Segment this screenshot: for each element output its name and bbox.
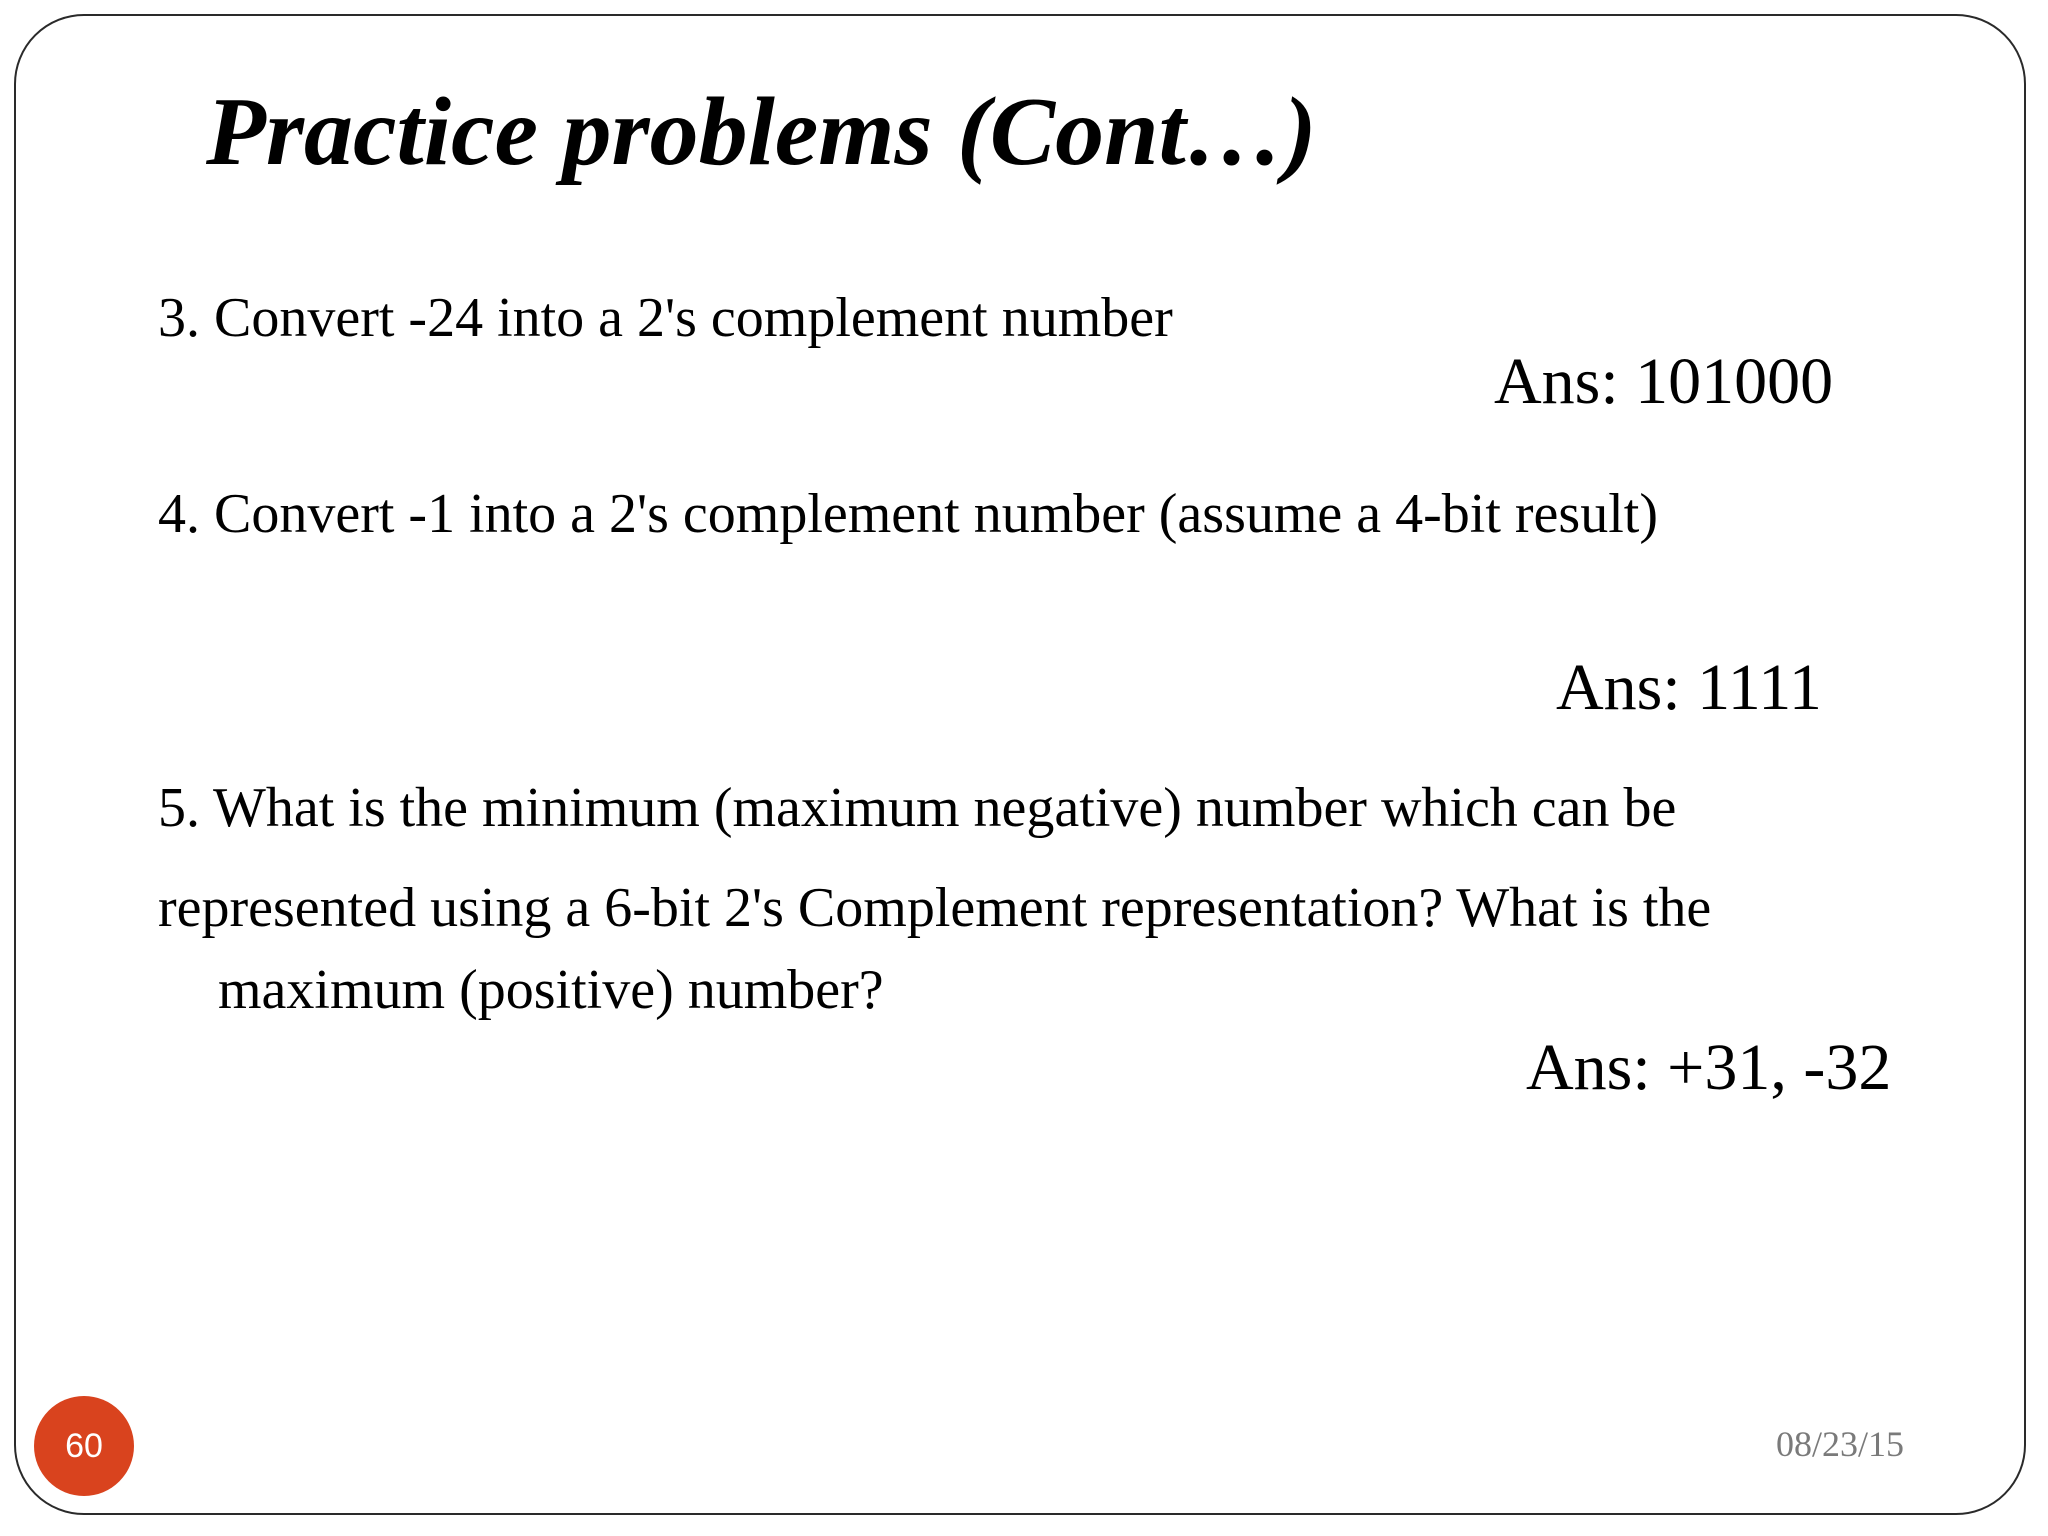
question-4-answer: Ans: 1111 bbox=[1556, 651, 1822, 724]
question-3-answer: Ans: 101000 bbox=[1494, 345, 1834, 418]
slide-title: Practice problems (Cont…) bbox=[206, 78, 1317, 186]
slide-date: 08/23/15 bbox=[1776, 1424, 1905, 1464]
question-5-text-line-3: maximum (positive) number? bbox=[218, 959, 884, 1021]
question-3-text: 3. Convert -24 into a 2's complement number bbox=[158, 287, 1173, 349]
page-number-badge bbox=[34, 1396, 134, 1496]
question-5-answer: Ans: +31, -32 bbox=[1526, 1031, 1892, 1104]
page-number: 60 bbox=[65, 1426, 103, 1465]
question-5-text-line-2: represented using a 6-bit 2's Complement representation? What is the bbox=[158, 877, 1712, 939]
question-5-text-line-1: 5. What is the minimum (maximum negative) number which can be bbox=[158, 777, 1677, 839]
question-4-text: 4. Convert -1 into a 2's complement number (assume a 4-bit result) bbox=[158, 483, 1658, 545]
slide-border bbox=[14, 14, 2026, 1515]
